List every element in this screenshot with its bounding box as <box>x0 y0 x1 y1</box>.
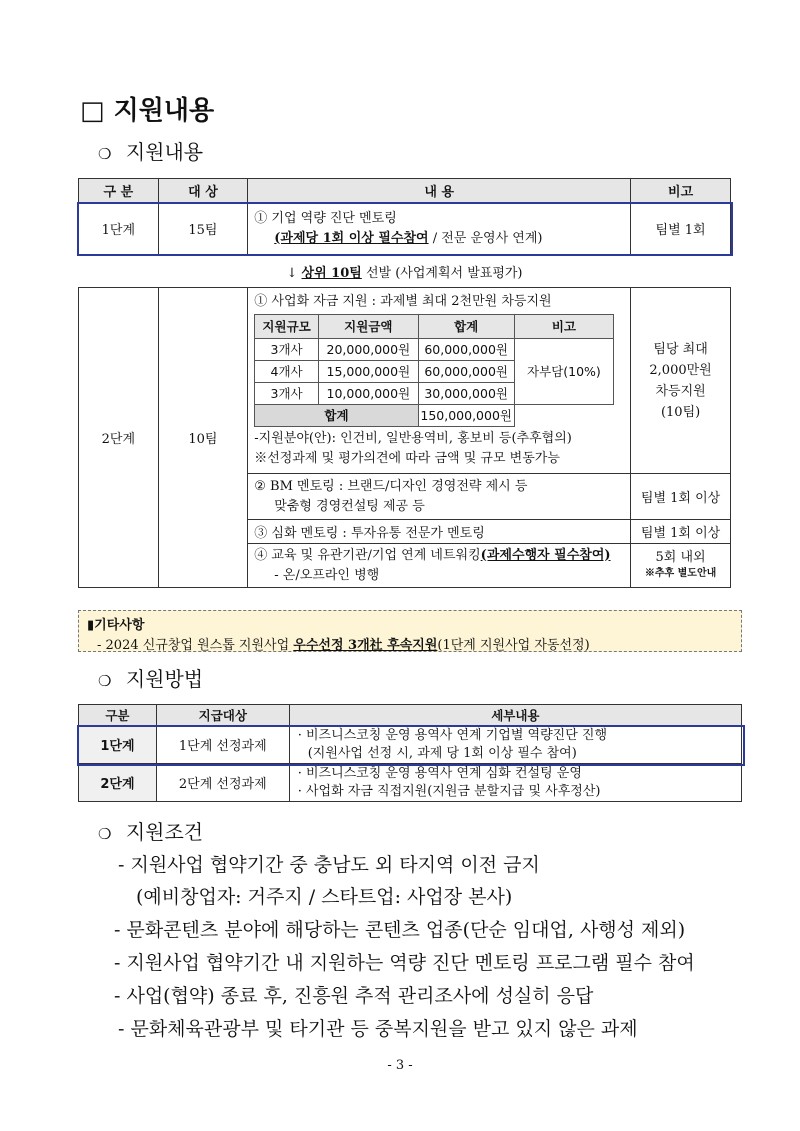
table-header-row <box>79 179 731 203</box>
inner-total-label: 합계 <box>255 405 418 427</box>
header-stage: 구 분 <box>79 179 159 203</box>
note-cell <box>631 288 731 474</box>
header-note: 비고 <box>631 179 731 203</box>
etc-box <box>78 610 742 652</box>
subheading-support-method <box>98 663 203 692</box>
table-row <box>79 726 742 764</box>
circle-bullet-icon: ❍ <box>98 145 112 163</box>
detail-cell <box>289 764 741 802</box>
stage1-required-text: (과제당 1회 이상 필수참여 <box>274 230 429 246</box>
content-cell <box>248 203 631 255</box>
stage1-item: ① 기업 역량 진단 멘토링 <box>254 210 397 226</box>
inner-empty <box>514 405 614 427</box>
subheading-support-content <box>98 136 203 165</box>
inner-cell: 20,000,000원 <box>318 339 418 361</box>
etc-title: ▮기타사항 <box>87 618 145 633</box>
selection-rest: 선발 (사업계획서 발표평가) <box>361 265 523 281</box>
content-cell <box>248 544 631 588</box>
header-detail: 세부내용 <box>289 705 741 726</box>
item4-note: 5회 내외 <box>655 549 706 565</box>
inner-cell: 60,000,000원 <box>418 339 514 361</box>
target-cell: 1단계 선정과제 <box>156 726 289 764</box>
note-cell: 팀별 1회 <box>631 203 731 255</box>
item4-line2: - 온/오프라인 병행 <box>274 567 380 583</box>
header-target: 대 상 <box>158 179 248 203</box>
circle-bullet-icon: ❍ <box>98 825 112 843</box>
target-cell: 15팀 <box>158 203 248 255</box>
table-header-row <box>79 705 742 726</box>
condition-line: - 사업(협약) 종료 후, 진흥원 추적 관리조사에 성실히 응답 <box>114 985 594 1007</box>
funding-table <box>254 314 614 427</box>
table-row-stage1 <box>79 203 731 255</box>
arrow-down-icon: ↓ <box>286 265 298 281</box>
inner-cell: 4개사 <box>255 361 319 383</box>
item2-line1: ② BM 멘토링 : 브랜드/디자인 경영전략 제시 등 <box>254 478 528 494</box>
detail-line: (지원사업 선정 시, 과제 당 1회 이상 필수 참여) <box>307 745 577 761</box>
note-cell: 팀별 1회 이상 <box>631 520 731 544</box>
condition-line: - 지원사업 협약기간 내 지원하는 역량 진단 멘토링 프로그램 필수 참여 <box>114 952 695 974</box>
item2-line2: 맞춤형 경영컨설팅 제공 등 <box>274 498 425 514</box>
item4-line1 <box>254 546 630 566</box>
support-method-table <box>78 704 742 802</box>
inner-total-value: 150,000,000원 <box>418 405 514 427</box>
note-text: 팀당 최대 2,000만원 차등지원 (10팀) <box>649 341 712 420</box>
inner-cell: 15,000,000원 <box>318 361 418 383</box>
selection-row <box>79 255 731 288</box>
circle-bullet-icon: ❍ <box>98 672 112 690</box>
inner-header: 지원금액 <box>318 315 418 339</box>
inner-cell: 30,000,000원 <box>418 383 514 405</box>
note-cell: 팀별 1회 이상 <box>631 474 731 520</box>
note-cell <box>631 544 731 588</box>
inner-cell: 3개사 <box>255 339 319 361</box>
inner-header: 비고 <box>514 315 614 339</box>
table-row <box>79 764 742 802</box>
detail-line: · 사업화 자금 직접지원(지원금 분할지급 및 사후정산) <box>297 783 601 799</box>
etc-suffix: (1단계 지원사업 자동선정) <box>437 638 590 653</box>
content-cell: ③ 심화 멘토링 : 투자유통 전문가 멘토링 <box>248 520 631 544</box>
target-cell: 10팀 <box>158 288 248 588</box>
stage-cell: 1단계 <box>79 203 159 255</box>
field-line: -지원분야(안): 인건비, 일반용역비, 홍보비 등(추후협의) <box>254 431 572 446</box>
content-cell <box>248 288 631 474</box>
stage-cell: 2단계 <box>79 288 159 588</box>
subheading-label: 지원방법 <box>125 667 204 691</box>
header-target: 지급대상 <box>156 705 289 726</box>
target-cell: 2단계 선정과제 <box>156 764 289 802</box>
checkbox-icon: □ <box>80 96 105 126</box>
condition-line: - 문화체육관광부 및 타기관 등 중복지원을 받고 있지 않은 과제 <box>118 1018 638 1040</box>
item4-required: (과제수행자 필수참여) <box>480 547 611 563</box>
etc-bold: 우수선정 3개社 후속지원 <box>293 638 438 653</box>
etc-line <box>97 634 590 653</box>
stage-cell: 2단계 <box>79 764 157 802</box>
stage1-detail <box>254 229 630 249</box>
content-cell <box>248 474 631 520</box>
detail-cell <box>289 726 741 764</box>
condition-line: - 문화콘텐츠 분야에 해당하는 콘텐츠 업종(단순 임대업, 사행성 제외) <box>114 919 686 941</box>
header-content: 내 용 <box>248 179 631 203</box>
support-content-table <box>78 178 731 588</box>
condition-line: - 지원사업 협약기간 중 충남도 외 타지역 이전 금지 <box>118 854 540 876</box>
inner-header: 지원규모 <box>255 315 319 339</box>
inner-note-cell: 자부담(10%) <box>514 339 614 405</box>
item4-subnote: ※추후 별도안내 <box>644 567 717 579</box>
stage-cell: 1단계 <box>79 726 157 764</box>
header-stage: 구분 <box>79 705 157 726</box>
subheading-support-conditions <box>98 816 203 845</box>
selection-cell <box>79 255 731 288</box>
inner-cell: 10,000,000원 <box>318 383 418 405</box>
detail-line: · 비즈니스코칭 운영 용역사 연계 기업별 역량진단 진행 <box>297 727 608 743</box>
detail-line: · 비즈니스코칭 운영 용역사 연계 심화 컨설팅 운영 <box>297 765 582 781</box>
etc-prefix: - 2024 신규창업 원스톱 지원사업 <box>97 638 294 653</box>
subheading-label: 지원조건 <box>125 820 204 844</box>
selection-bold: 상위 10팀 <box>301 265 362 281</box>
table-row-stage2 <box>79 288 731 474</box>
page-number: - 3 - <box>387 1058 413 1073</box>
stage2-item1: ① 사업화 자금 지원 : 과제별 최대 2천만원 차등지원 <box>254 294 552 309</box>
inner-cell: 3개사 <box>255 383 319 405</box>
inner-cell: 60,000,000원 <box>418 361 514 383</box>
subheading-label: 지원내용 <box>125 140 204 164</box>
stage1-detail-rest: / 전문 운영사 연계) <box>428 230 543 246</box>
item4-text: ④ 교육 및 유관기관/기업 연계 네트워킹 <box>254 547 481 563</box>
condition-line: (예비창업자: 거주지 / 스타트업: 사업장 본사) <box>136 886 513 908</box>
section-title <box>80 90 214 127</box>
inner-header: 합계 <box>418 315 514 339</box>
section-title-text: 지원내용 <box>113 96 215 126</box>
field-note: ※선정과제 및 평가의견에 따라 금액 및 규모 변동가능 <box>254 451 560 466</box>
